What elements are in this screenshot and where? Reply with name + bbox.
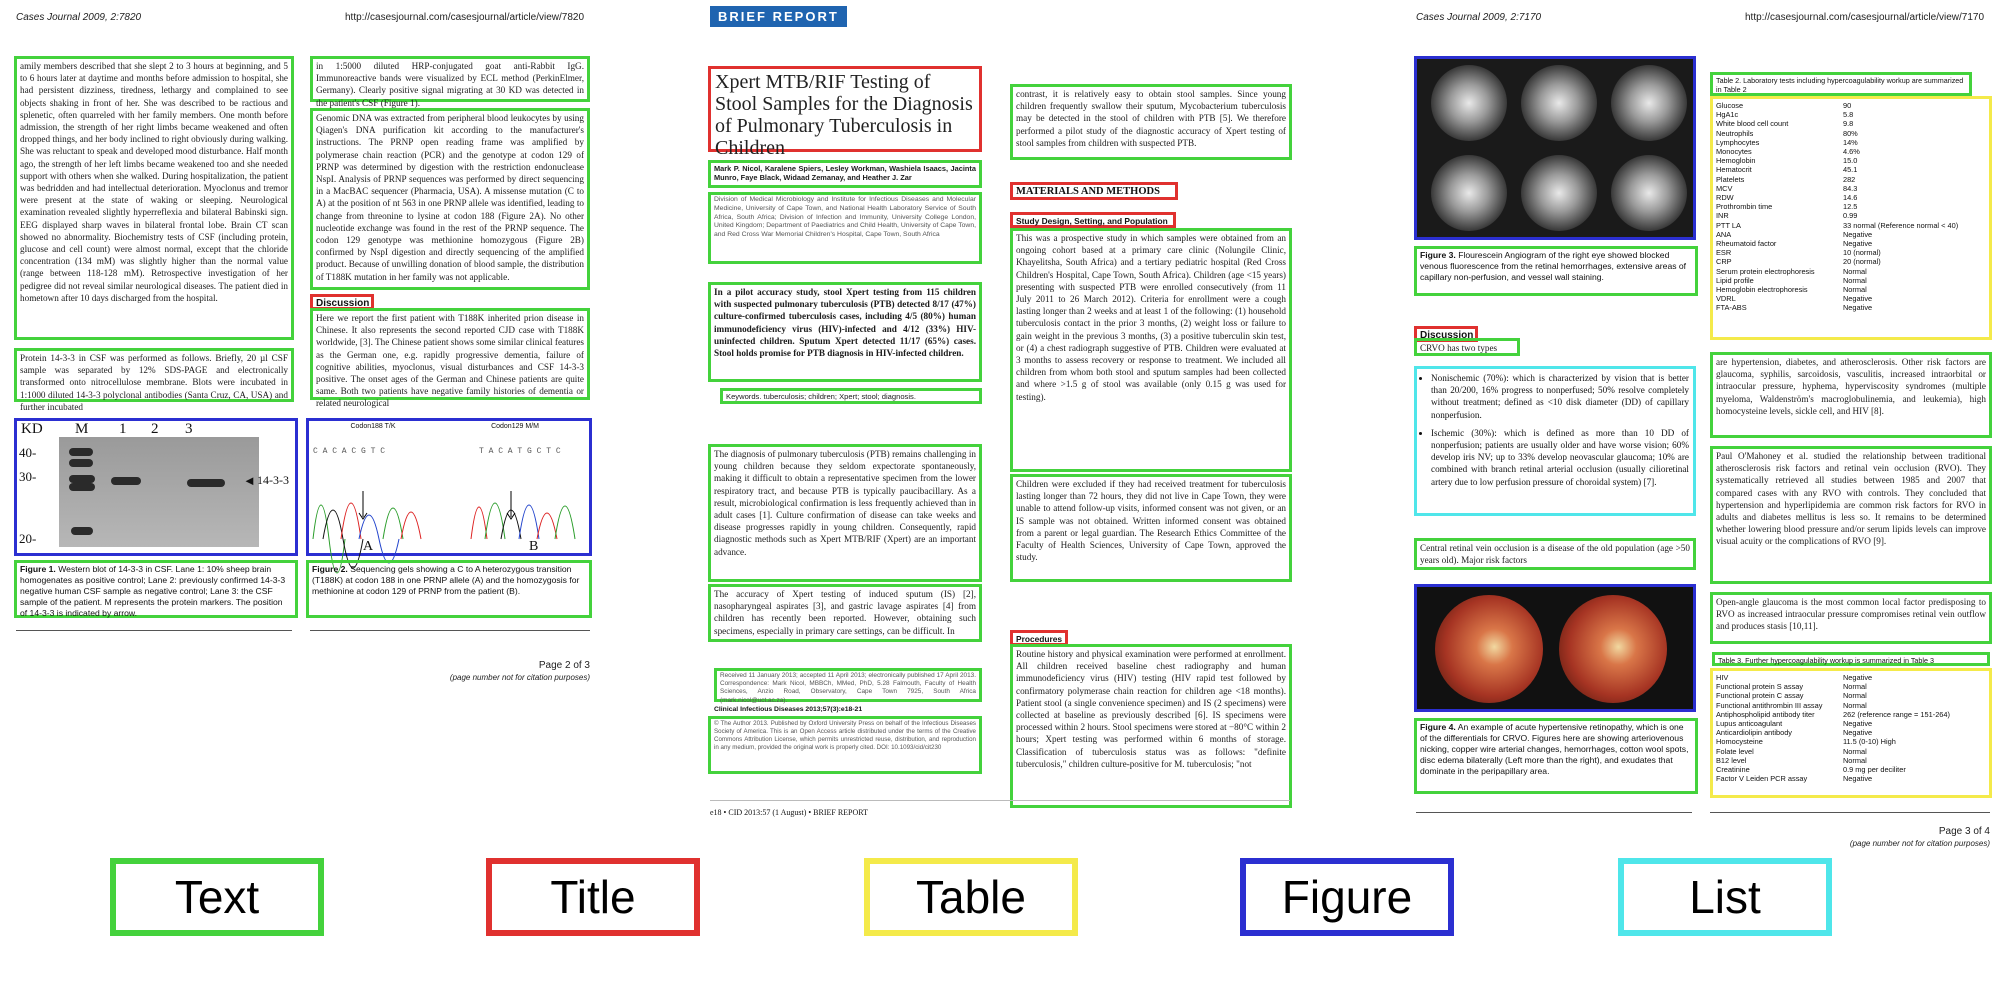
fig2-sequence-left: C A C A C G T C — [313, 447, 386, 456]
gel-image — [59, 437, 259, 547]
table-row — [1713, 184, 1989, 193]
table-cell-result: 90 — [1842, 101, 1852, 110]
table-row — [1713, 165, 1989, 174]
table-cell-result: 9.8 — [1842, 119, 1854, 129]
table-cell-result: 5.8 — [1842, 110, 1854, 120]
crvo-types-list — [1414, 366, 1696, 516]
left-bottom-rule — [310, 630, 590, 631]
table-cell-test: Folate level — [1716, 746, 1754, 756]
table-row — [1713, 211, 1989, 220]
hypercoagulability-table — [1713, 673, 1989, 783]
table-cell-result: 84.3 — [1842, 183, 1858, 193]
table-cell-test: Hematocrit — [1716, 165, 1752, 175]
figure-2-caption-text: Sequencing gels showing a C to A heterozygous transition (T188K) at codon 188 in one PRNP allele (A) and the homozygosis for methionine at codon 129 of PRNP from the patient (B). — [312, 564, 580, 596]
table-row — [1713, 294, 1989, 303]
author-list: Mark P. Nicol, Karalene Spiers, Lesley Workman, Washiela Isaacs, Jacinta Munro, Faye Black, Widaad Zemanay, and Heather J. Zar — [708, 160, 982, 188]
table-cell-result: 20 (normal) — [1842, 257, 1881, 267]
left-page-note: (page number not for citation purposes) — [449, 673, 590, 682]
fundus-photo-right-eye — [1435, 595, 1543, 703]
table-row — [1713, 303, 1989, 312]
left-page-number: Page 2 of 3 — [538, 660, 590, 671]
journal-citation: Clinical Infectious Diseases 2013;57(3):e18-21 — [714, 706, 863, 713]
left-bottom-rule — [16, 630, 292, 631]
lane-label-3: 3 — [185, 421, 193, 437]
legend-text — [110, 858, 324, 936]
table-cell-test: Lupus anticoagulant — [1716, 719, 1783, 729]
intro-paragraph-1: The diagnosis of pulmonary tuberculosis (PTB) remains challenging in young children because they seldom expectorate spontaneously, making it difficult to obtain a representative specimen from the lower respiratory tract, and because PTB is typically paucibacillary. As a result, microbiological confirmation is less frequently achieved than in adult cases [1]. Culture confirmation of disease can take weeks and disease progresses rapidly in young children. Consequently, rapid diagnostic methods such as Xpert MTB/RIF (Xpert) are an important advance. — [708, 444, 982, 582]
table-row — [1713, 285, 1989, 294]
figure-3-caption-label: Figure 3. — [1420, 250, 1456, 260]
legend-title — [486, 858, 700, 936]
table-cell-test: Hemoglobin — [1716, 156, 1756, 166]
marker-20: 20- — [19, 531, 37, 546]
study-design-heading: Study Design, Setting, and Population — [1010, 212, 1176, 228]
table-3-caption: Table 3. Further hypercoagulability workup is summarized in Table 3 — [1712, 652, 1990, 666]
abstract: In a pilot accuracy study, stool Xpert testing from 115 children with suspected pulmonary tuberculosis (PTB) detected 8/17 (47%) culture-confirmed tuberculosis cases, including 4/5 (80%) human immunodeficiency virus (HIV)-infected and 4/12 (33%) HIV-uninfected children. Sputum Xpert detected 11/17 (65%) cases. Stool holds promise for PTB diagnosis in HIV-infected children. — [708, 282, 982, 382]
keywords: Keywords. tuberculosis; children; Xpert; stool; diagnosis. — [720, 388, 982, 404]
table-row — [1713, 747, 1989, 756]
table-cell-test: FTA-ABS — [1716, 303, 1747, 313]
table-cell-result: Negative — [1842, 774, 1873, 784]
table-row — [1713, 691, 1989, 700]
table-cell-test: HIV — [1716, 673, 1729, 682]
table-cell-result: 282 — [1842, 174, 1856, 184]
angiogram-frame — [1521, 65, 1597, 141]
table-row — [1713, 221, 1989, 230]
legend-table — [864, 858, 1078, 936]
table-cell-result: Normal — [1842, 682, 1867, 692]
legend-list-label: List — [1689, 871, 1761, 923]
table-cell-test: Creatinine — [1716, 765, 1750, 775]
table-cell-result: Normal — [1842, 691, 1867, 701]
table-row — [1713, 737, 1989, 746]
table-cell-test: Lipid profile — [1716, 275, 1754, 285]
table-row — [1713, 701, 1989, 710]
gel-band — [111, 477, 141, 485]
arrow-icon: ◄ — [243, 473, 256, 488]
table-cell-result: Normal — [1842, 746, 1867, 756]
affiliations: Division of Medical Microbiology and Institute for Infectious Diseases and Molecular Medicine, University of Cape Town, and National Health Laboratory Service of South Africa, South Africa; Division of Infection and Immunity, University College London, United Kingdom; Department of Paediatrics and Child Health, University of Cape Town, and Red Cross War Memorial Children's Hospital, Cape Town, South Africa — [708, 192, 982, 264]
table-cell-test: Homocysteine — [1716, 737, 1763, 747]
list — [1417, 372, 1693, 488]
middle-page — [700, 0, 1300, 860]
marker-30: 30- — [19, 469, 37, 484]
figure-2-caption — [306, 560, 592, 618]
table-3 — [1710, 668, 1992, 798]
legend-figure-label: Figure — [1281, 871, 1413, 923]
left-col1-paragraph-1: amily members described that she slept 2 to 3 hours at beginning, and 5 to 6 hours later at daytime and months before admission to hospital, she had persistent dizziness, tiredness, lethargy and complained to see objects shaking in front of her. She was described to be ractious and splenetic, often quarreled with her family members. One month before admission, the strength of her right limbs became weakened and often dropped things, and her body inclined to right obviously during walking. She was reluctant to speak and developed mood disturbance. Half month ago, the strength of her left limbs became weakened too and she needed support with others when she walked. During hospitalization, the patient was bedridden and had intellectual deterioration. Myoclonus and tremor were present at the state of waking or sleeping. Neurological examination revealed slightly hyperreflexia and bilateral Babinski sign. EEG displayed sharp waves in bilateral frontal lobe. Brain CT scan showed no abnormality. Biochemistry tests of CSF (including protein, glucose and cell count) were almost normal, except that the chloride concentration (134 mM) was slightly higher than the normal value (range between 118-128 mM). Retrospective investigation of her pedigree did not reveal similar neurological diseases. The patient died in hometown after 10 days discharged from the hospital. — [14, 56, 294, 340]
table-cell-result: Negative — [1842, 719, 1873, 729]
angiogram-frame — [1611, 65, 1687, 141]
crvo-types-line: CRVO has two types — [1414, 338, 1520, 356]
lane-label-2: 2 — [151, 421, 159, 437]
figure-4-fundus — [1414, 584, 1696, 712]
table-cell-test: Functional protein C assay — [1716, 691, 1804, 701]
table-cell-result: 33 normal (Reference normal < 40) — [1842, 220, 1959, 230]
table-row — [1713, 765, 1989, 774]
table-cell-result: Negative — [1842, 728, 1873, 738]
table-cell-test: Anticardiolipin antibody — [1716, 728, 1793, 738]
table-cell-result: 14% — [1842, 137, 1858, 147]
table-cell-result: Negative — [1842, 673, 1873, 682]
right-bottom-rule — [1710, 812, 1990, 813]
figure-3-angiogram — [1414, 56, 1696, 240]
gel-band — [69, 483, 95, 491]
fig2-left-label: Codon188 T/K — [350, 423, 396, 430]
angiogram-frame — [1611, 155, 1687, 231]
table-row — [1713, 239, 1989, 248]
right-bottom-rule — [1416, 812, 1692, 813]
table-cell-result: 10 (normal) — [1842, 248, 1881, 258]
list-item: • Nonischemic (70%): which is characterized by vision that is better than 20/200, 16% progress to nonperfused; 50% resolve completely without treatment; defined as <10 disk diameter (DD) of capillary nonperfusion. — [1431, 372, 1689, 421]
chromatogram-right — [471, 461, 591, 541]
table-cell-result: Normal — [1842, 755, 1867, 765]
col2-paragraph-1: contrast, it is relatively easy to obtain stool samples. Since young children frequently swallow their sputum, Mycobacterium tuberculosis may be detected in the stool of children with PTB [5]. We therefore performed a pilot study of the diagnostic accuracy of Xpert testing of stool samples from children with suspected PTB. — [1010, 84, 1292, 160]
table-row — [1713, 774, 1989, 783]
figure-2-caption-label: Figure 2. — [312, 564, 348, 574]
left-page-footer — [350, 660, 590, 682]
brief-report-banner: BRIEF REPORT — [710, 6, 847, 27]
table-row — [1713, 175, 1989, 184]
table-row — [1713, 756, 1989, 765]
table-cell-result: 262 (reference range = 151-264) — [1842, 709, 1950, 719]
table-row — [1713, 257, 1989, 266]
table-cell-test: INR — [1716, 211, 1729, 221]
table-cell-test: White blood cell count — [1716, 119, 1789, 129]
right-col2-paragraph-3: Open-angle glaucoma is the most common local factor predisposing to RVO as increased intraocular pressure compromises retinal vein outflow and produces stasis [10,11]. — [1710, 592, 1992, 644]
right-page-number: Page 3 of 4 — [1938, 826, 1990, 837]
table-cell-result: 45.1 — [1842, 165, 1858, 175]
table-row — [1713, 248, 1989, 257]
article-title: Xpert MTB/RIF Testing of Stool Samples for the Diagnosis of Pulmonary Tuberculosis in Children — [708, 66, 982, 152]
table-cell-test: Neutrophils — [1716, 128, 1754, 138]
table-cell-result: 15.0 — [1842, 156, 1858, 166]
table-row — [1713, 267, 1989, 276]
table-row — [1713, 202, 1989, 211]
gel-band — [71, 527, 93, 535]
table-cell-test: Rheumatoid factor — [1716, 239, 1777, 249]
left-col2-paragraph-2: Genomic DNA was extracted from peripheral blood leukocytes by using Qiagen's DNA purification kit according to the manufacturer's instructions. The PRNP open reading frame was amplified by polymerase chain reaction (PCR) and the genotype at codon 129 of PRNP was determined by digestion with the restriction endonuclease NspI. Analysis of PRNP sequences was performed by direct sequencing in a MacBAC sequencer (Pharmacia, USA). A missense mutation (C to A) at the position of nt 563 in one PRNP allele was identified, leading to change from threonine to lysine at codon 188 (Figure 2A). No other nucleotide exchange was found in the rest of the PRNP sequence. The codon 129 genotype was methionine homozygous (Figure 2B) confirmed by NspI digestion and directly sequencing of the amplified product. Because of unwilling donation of blood sample, the distribution of T188K mutation in her family was not applicable. — [310, 108, 590, 290]
gel-band — [187, 479, 225, 487]
table-cell-test: MCV — [1716, 183, 1733, 193]
col2-paragraph-3: Children were excluded if they had received treatment for tuberculosis lasting longer than 72 hours, they did not live in Cape Town, they were unable to attend follow-up visits, informed consent was not given, or an IS sample was not obtained. Written informed consent was obtained from a parent or legal guardian. The Research Ethics Committee of the Faculty of Health Sciences, University of Cape Town, approved the study. — [1010, 474, 1292, 582]
table-row — [1713, 728, 1989, 737]
table-cell-result: 11.5 (0-10) High — [1842, 737, 1896, 747]
legend-list — [1618, 858, 1832, 936]
table-cell-result: Normal — [1842, 285, 1867, 295]
marker-40: 40- — [19, 445, 37, 460]
table-cell-result: 0.9 mg per deciliter — [1842, 765, 1906, 775]
table-cell-test: HgA1c — [1716, 110, 1739, 120]
legend-table-label: Table — [916, 871, 1026, 923]
table-cell-result: 4.6% — [1842, 147, 1860, 157]
table-cell-result: 0.99 — [1842, 211, 1858, 221]
table-cell-test: Monocytes — [1716, 147, 1752, 157]
table-cell-test: Platelets — [1716, 174, 1745, 184]
left-discussion-heading: Discussion — [310, 294, 374, 310]
right-col2-paragraph-2: Paul O'Mahoney et al. studied the relationship between traditional atherosclerosis risk factors and retinal vein occlusion (RVO). They systematically retrieved all studies between 1985 and 2007 that compared cases with any RVO with controls. They concluded that hypertension and hyperlipidemia are common risk factors for RVO in adults and diabetes mellitus is less so. It remains to be determined whether lowering blood pressure and/or serum lipids levels can improve visual acuity or the complications of RVO [9]. — [1710, 446, 1992, 584]
table-cell-result: Negative — [1842, 303, 1873, 313]
table-row — [1713, 110, 1989, 119]
middle-bottom-rule — [710, 800, 1290, 801]
table-cell-test: Glucose — [1716, 101, 1744, 110]
table-cell-test: Prothrombin time — [1716, 202, 1773, 212]
figure-4-caption — [1414, 718, 1698, 794]
figure-4-caption-label: Figure 4. — [1420, 722, 1456, 732]
table-row — [1713, 138, 1989, 147]
procedures-heading: Procedures — [1010, 630, 1068, 646]
figure-3-caption — [1414, 246, 1698, 296]
fig2-panel-b: B — [529, 539, 539, 554]
figure-3-caption-text: Flourescein Angiogram of the right eye showed blocked venous fluorescence from the retinal hemorrhages, extensive areas of capillary non-perfusion, and vessel wall staining. — [1420, 250, 1687, 282]
table-cell-result: Negative — [1842, 239, 1873, 249]
fundus-photo-left-eye — [1559, 595, 1667, 703]
right-discussion-heading: Discussion — [1414, 326, 1478, 342]
table-cell-test: VDRL — [1716, 294, 1736, 304]
table-row — [1713, 129, 1989, 138]
copyright-note: © The Author 2013. Published by Oxford University Press on behalf of the Infectious Diseases Society of America. This is an Open Access article distributed under the terms of the Creative Commons Attribution License, which permits unrestricted reuse, distribution, and reproduction in any medium, provided the original work is properly cited. DOI: 10.1093/cid/cit230 — [708, 716, 982, 774]
table-row — [1713, 147, 1989, 156]
table-row — [1713, 101, 1989, 110]
list-item: • Ischemic (30%): which is defined as more than 10 DD of nonperfusion; patients are usually older and have worse vision; 60% develop iris NV; up to 33% develop neovascular glaucoma; 10% are combined with branch retinal arterial occlusion (usually cilioretinal artery due to low perfusion pressure of choroidal system) [7]. — [1431, 427, 1689, 488]
table-cell-result: 80% — [1842, 128, 1858, 138]
left-page-header-journal: Cases Journal 2009, 2:7820 — [16, 12, 142, 23]
figure-2-sequencing — [306, 418, 592, 556]
table-cell-result: 12.5 — [1842, 202, 1858, 212]
table-cell-test: Functional antithrombin III assay — [1716, 700, 1823, 710]
figure-1-western-blot — [14, 418, 298, 556]
table-cell-result: Negative — [1842, 294, 1873, 304]
table-row — [1713, 682, 1989, 691]
right-page-note: (page number not for citation purposes) — [1849, 839, 1990, 848]
table-cell-result: Normal — [1842, 275, 1867, 285]
right-page — [1400, 0, 2000, 860]
fig2-right-label: Codon129 M/M — [491, 423, 539, 430]
table-cell-test: Factor V Leiden PCR assay — [1716, 774, 1808, 784]
table-cell-test: ANA — [1716, 229, 1732, 239]
table-row — [1713, 193, 1989, 202]
table-cell-test: Hemoglobin electrophoresis — [1716, 285, 1808, 295]
fig2-panel-a: A — [363, 539, 374, 554]
left-col2-paragraph-1: in 1:5000 diluted HRP-conjugated goat anti-Rabbit IgG. Immunoreactive bands were visualized by ECL method (PerkinElmer, Germany). Clearly positive signal migrating at 30 KD was detected in the patient's CSF (Figure 1). — [310, 56, 590, 102]
methods-heading: MATERIALS AND METHODS — [1010, 182, 1178, 200]
table-cell-test: Lymphocytes — [1716, 137, 1760, 147]
chromatogram-left — [313, 461, 433, 541]
table-cell-test: RDW — [1716, 193, 1734, 203]
right-page-footer — [1750, 826, 1990, 848]
figure-1-caption — [14, 560, 298, 618]
table-cell-result: Negative — [1842, 229, 1873, 239]
table-row — [1713, 119, 1989, 128]
left-col1-paragraph-2: Protein 14-3-3 in CSF was performed as follows. Briefly, 20 µl CSF sample was separated by 12% SDS-PAGE and electronically transformed onto nitrocellulose membrane. Blots were incubated in 1:1000 diluted 14-3-3 polyclonal antibodies (Santa Cruz, CA, USA) and further incubated — [14, 348, 294, 402]
gel-band — [69, 459, 93, 467]
table-2 — [1710, 96, 1992, 340]
intro-paragraph-2: The accuracy of Xpert testing of induced sputum (IS) [2], nasopharyngeal aspirates [3], and gastric lavage aspirates [4] from children has recently been reported. However, obtaining such specimens, especially in primary care settings, can be difficult. In — [708, 584, 982, 642]
table-cell-test: ESR — [1716, 248, 1732, 258]
figure-1-caption-text: Western blot of 14-3-3 in CSF. Lane 1: 10% sheep brain homogenates as positive control; Lane 2: previously confirmed 14-3-3 negative human CSF sample as negative control; Lane 3: the CSF sample of the patient. M represents the protein markers. The position of 14-3-3 is indicated by arrow. — [20, 564, 286, 618]
table-cell-test: Serum protein electrophoresis — [1716, 266, 1815, 276]
table-2-caption: Table 2. Laboratory tests including hypercoagulability workup are summarized in Table 2 — [1710, 72, 1972, 96]
table-cell-result: 14.6 — [1842, 193, 1858, 203]
table-row — [1713, 710, 1989, 719]
legend-title-label: Title — [550, 871, 636, 923]
table-cell-test: CRP — [1716, 257, 1732, 267]
angiogram-frame — [1431, 65, 1507, 141]
left-col2-paragraph-3: Here we report the first patient with T188K inherited prion disease in Chinese. It also represents the second reported CJD case with T188K worldwide, [3]. The Chinese patient shows some similar clinical features as the German one, e.g. rapidly progressive dementia, failure of cognitive abilities, myoclonus, visual disturbances and CSF 14-3-3 positive. The onset ages of the German and Chinese patients are quite same. Both two patients have negative family histories of dementia or related neurological — [310, 308, 590, 400]
legend-figure — [1240, 858, 1454, 936]
right-col2-paragraph-1: are hypertension, diabetes, and atherosclerosis. Other risk factors are glaucoma, syphilis, sarcoidosis, vasculitis, increased intraorbital or intraocular pressure, hyphema, hyperviscosity syndromes (multiple myeloma, Waldenström's macroglobulinemia, and leukemia), high homocysteine levels, sickle cell, and HIV [8]. — [1710, 352, 1992, 438]
table-cell-test: Antiphospholipid antibody titer — [1716, 709, 1815, 719]
col2-paragraph-4: Routine history and physical examination were performed at enrollment. All children received baseline chest radiography and human immunodeficiency virus (HIV) testing (HIV rapid test followed by confirmatory polymerase chain reaction for children age <18 months). Patient stool (a single convenience specimen) and IS (2 specimens) were collected at baseline as previously described [6]. IS specimens were processed within 2 hours. Stool specimens were stored at −80°C within 2 hours; Xpert testing was performed within 6 months of storage. Classification of tuberculosis status was as follows: "definite tuberculosis," children culture-positive for M. tuberculosis; "not — [1010, 644, 1292, 808]
table-row — [1713, 719, 1989, 728]
table-row — [1713, 156, 1989, 165]
right-page-header-journal: Cases Journal 2009, 2:7170 — [1416, 12, 1542, 23]
right-page-header-url[interactable]: http://casesjournal.com/casesjournal/article/view/7170 — [1745, 12, 1985, 23]
table-cell-result: Normal — [1842, 266, 1867, 276]
table-cell-test: PTT LA — [1716, 220, 1741, 230]
lane-label-m: M — [75, 421, 89, 437]
col2-paragraph-2: This was a prospective study in which samples were obtained from an ongoing cohort based at a primary care clinic (Nolungile Clinic, Khayelitsha, South Africa) and a tertiary pediatric hospital (Red Cross Children's Hospital, Cape Town, South Africa). Children (age <15 years) presenting with suspected PTB were enrolled consecutively (from 11 July 2011 to 26 March 2012). Criteria for enrollment were a cough lasting longer than 2 weeks and at least 1 of the following: (1) household tuberculosis contact in the prior 3 months, (2) weight loss or failure to gain weight in the previous 3 months, (3) a positive tuberculin skin test, or (4) a chest radiograph suggestive of PTB. Children were evaluated at 3 months to assess recovery or response to treatment. We included all children from whom both stool and sputum samples had been collected and where >1.5 g of stool was available (only 0.15 g was used for testing). — [1010, 228, 1292, 472]
lab-tests-table — [1713, 101, 1989, 313]
fig2-sequence-right: T A C A T G C T C — [479, 447, 561, 456]
table-row — [1713, 230, 1989, 239]
gel-band — [69, 448, 93, 456]
table-row — [1713, 276, 1989, 285]
lane-label-1: 1 — [119, 421, 127, 437]
table-cell-test: Functional protein S assay — [1716, 682, 1804, 692]
figure-1-caption-label: Figure 1. — [20, 564, 56, 574]
table-row — [1713, 673, 1989, 682]
middle-page-footer: e18 • CID 2013:57 (1 August) • BRIEF REPORT — [710, 808, 869, 817]
table-cell-result: Normal — [1842, 700, 1867, 710]
lane-label-kd: KD — [21, 421, 43, 437]
arrow-label: 14-3-3 — [257, 473, 289, 487]
correspondence-note: Received 11 January 2013; accepted 11 April 2013; electronically published 17 April 2013. Correspondence: Mark Nicol, MBBCh, MMed, PhD, 5.28 Falmouth, Faculty of Health Sciences, Anzio Road, Observatory, Cape Town 7925, South Africa (mark.nicol@uct.ac.za). — [714, 668, 982, 702]
angiogram-frame — [1431, 155, 1507, 231]
legend-text-label: Text — [174, 871, 260, 923]
left-page — [0, 0, 600, 860]
left-page-header-url[interactable]: http://casesjournal.com/casesjournal/article/view/7820 — [345, 12, 585, 23]
angiogram-frame — [1521, 155, 1597, 231]
right-col1-paragraph-1: Central retinal vein occlusion is a disease of the old population (age >50 years old). Major risk factors — [1414, 538, 1696, 570]
table-cell-test: B12 level — [1716, 755, 1747, 765]
figure-4-caption-text: An example of acute hypertensive retinopathy, which is one of the differentials for CRVO. Figures here are showing arteriovenous nicking, copper wire arterial changes, hemorrhages, cotton wool spots, disc edema bilaterally (Left more than the right), and exudates that dominate in the peripapillary area. — [1420, 722, 1689, 776]
gel-band — [69, 475, 95, 483]
